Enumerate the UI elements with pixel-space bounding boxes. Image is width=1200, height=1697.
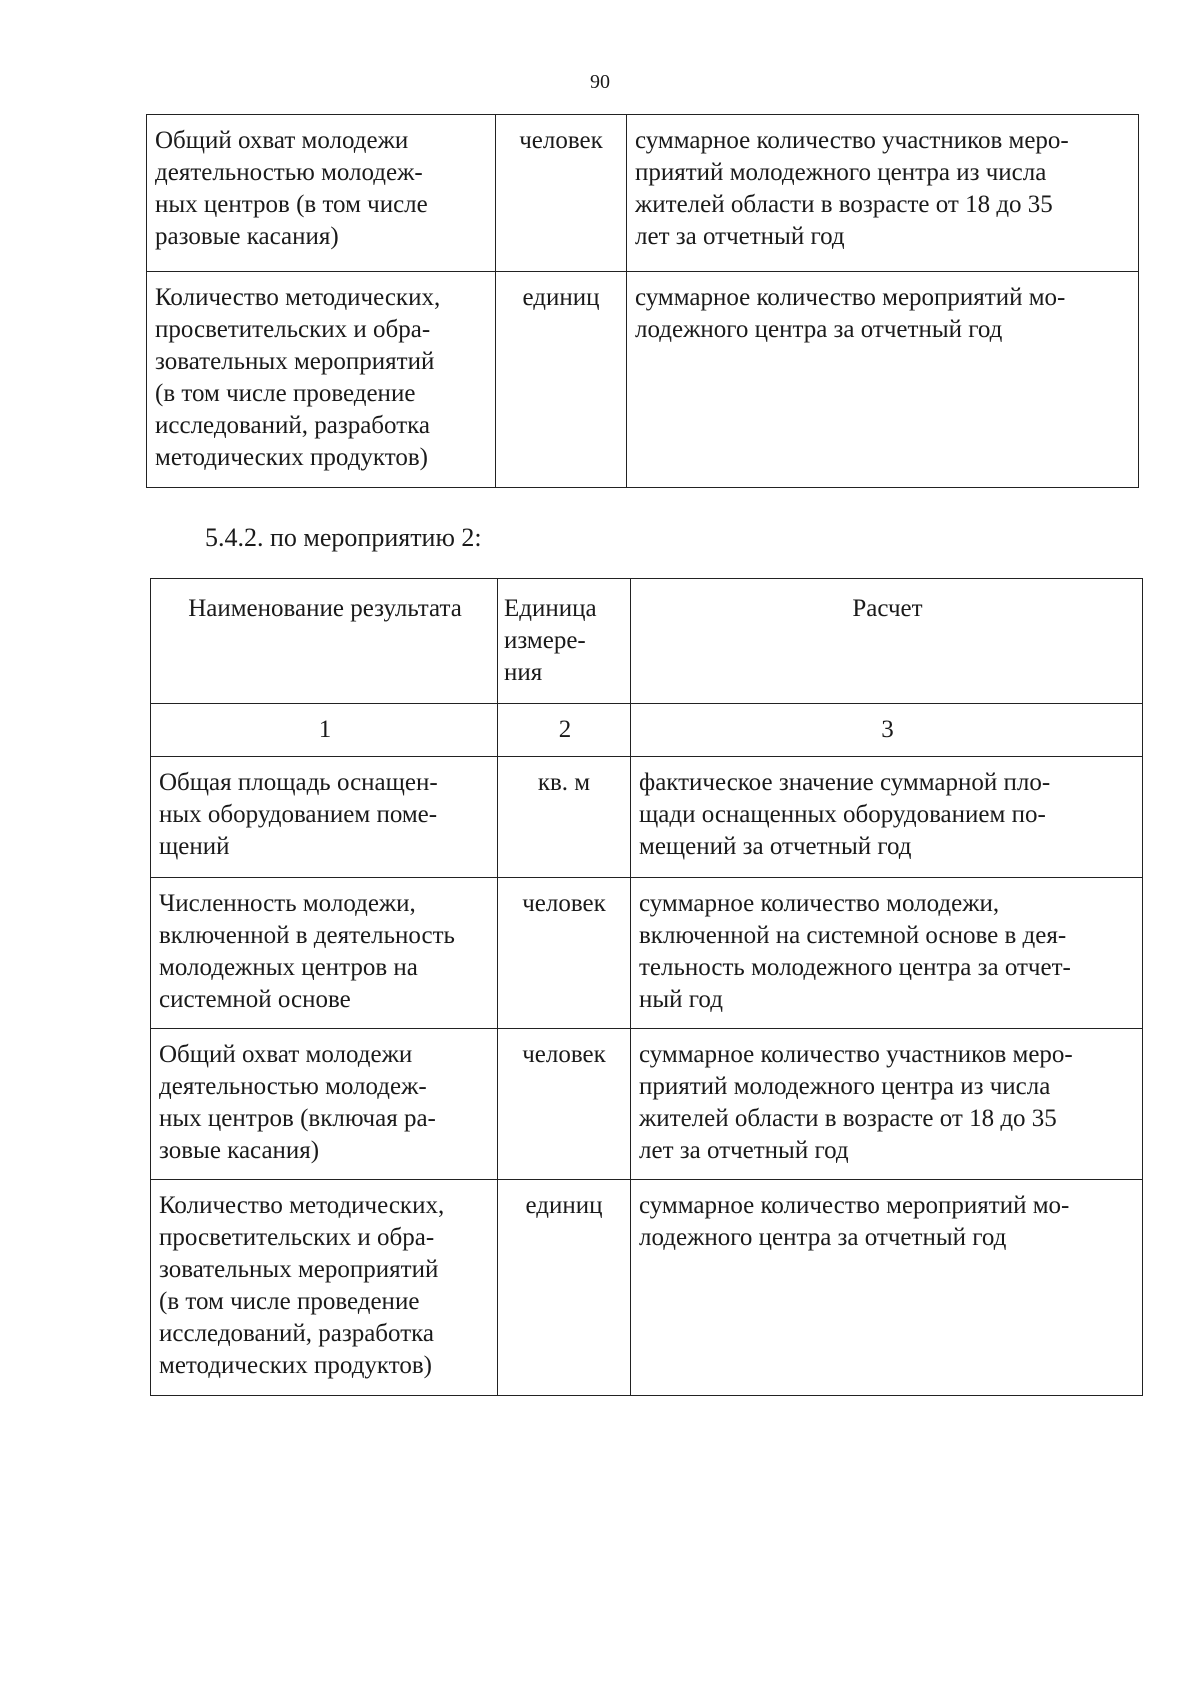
- header-result-name: Наименование результата: [151, 579, 498, 704]
- calculation-cell: фактическое значение суммарной пло- щади оснащенных оборудованием по- мещений за отчетный год: [631, 757, 1143, 878]
- unit-cell: человек: [496, 115, 627, 272]
- result-name-cell: Количество методических, просветительских и обра- зовательных мероприятий (в том числе проведение исследований, разработка методических продуктов): [147, 272, 496, 488]
- table-row: [147, 115, 1139, 272]
- unit-cell: человек: [498, 1029, 631, 1180]
- calculation-cell: суммарное количество участников меро- приятий молодежного центра из числа жителей области в возрасте от 18 до 35 лет за отчетный год: [631, 1029, 1143, 1180]
- table-row: [151, 1029, 1143, 1180]
- unit-cell: кв. м: [498, 757, 631, 878]
- result-name-cell: Общий охват молодежи деятельностью молодеж- ных центров (в том числе разовые касания): [147, 115, 496, 272]
- calculation-cell: суммарное количество мероприятий мо- лодежного центра за отчетный год: [631, 1180, 1143, 1396]
- results-table-continued: [146, 114, 1139, 488]
- column-number: 3: [631, 704, 1143, 757]
- table-header-row: [151, 579, 1143, 704]
- results-table-activity-2: [150, 578, 1143, 1396]
- column-number: 1: [151, 704, 498, 757]
- unit-cell: единиц: [496, 272, 627, 488]
- result-name-cell: Численность молодежи, включенной в деятельность молодежных центров на системной основе: [151, 878, 498, 1029]
- unit-cell: человек: [498, 878, 631, 1029]
- table-row: [151, 1180, 1143, 1396]
- result-name-cell: Общий охват молодежи деятельностью молодеж- ных центров (включая ра- зовые касания): [151, 1029, 498, 1180]
- header-calculation: Расчет: [631, 579, 1143, 704]
- table-row: [151, 757, 1143, 878]
- unit-cell: единиц: [498, 1180, 631, 1396]
- column-number: 2: [498, 704, 631, 757]
- table-row: [151, 878, 1143, 1029]
- page-number: 90: [590, 71, 610, 93]
- table-row: [147, 272, 1139, 488]
- result-name-cell: Общая площадь оснащен- ных оборудованием поме- щений: [151, 757, 498, 878]
- result-name-cell: Количество методических, просветительских и обра- зовательных мероприятий (в том числе проведение исследований, разработка методических продуктов): [151, 1180, 498, 1396]
- header-unit: Единица измере- ния: [498, 579, 631, 704]
- calculation-cell: суммарное количество мероприятий мо- лодежного центра за отчетный год: [627, 272, 1139, 488]
- calculation-cell: суммарное количество участников меро- приятий молодежного центра из числа жителей области в возрасте от 18 до 35 лет за отчетный год: [627, 115, 1139, 272]
- calculation-cell: суммарное количество молодежи, включенной на системной основе в дея- тельность молодежного центра за отчет- ный год: [631, 878, 1143, 1029]
- column-number-row: [151, 704, 1143, 757]
- section-heading: 5.4.2. по мероприятию 2:: [205, 523, 482, 552]
